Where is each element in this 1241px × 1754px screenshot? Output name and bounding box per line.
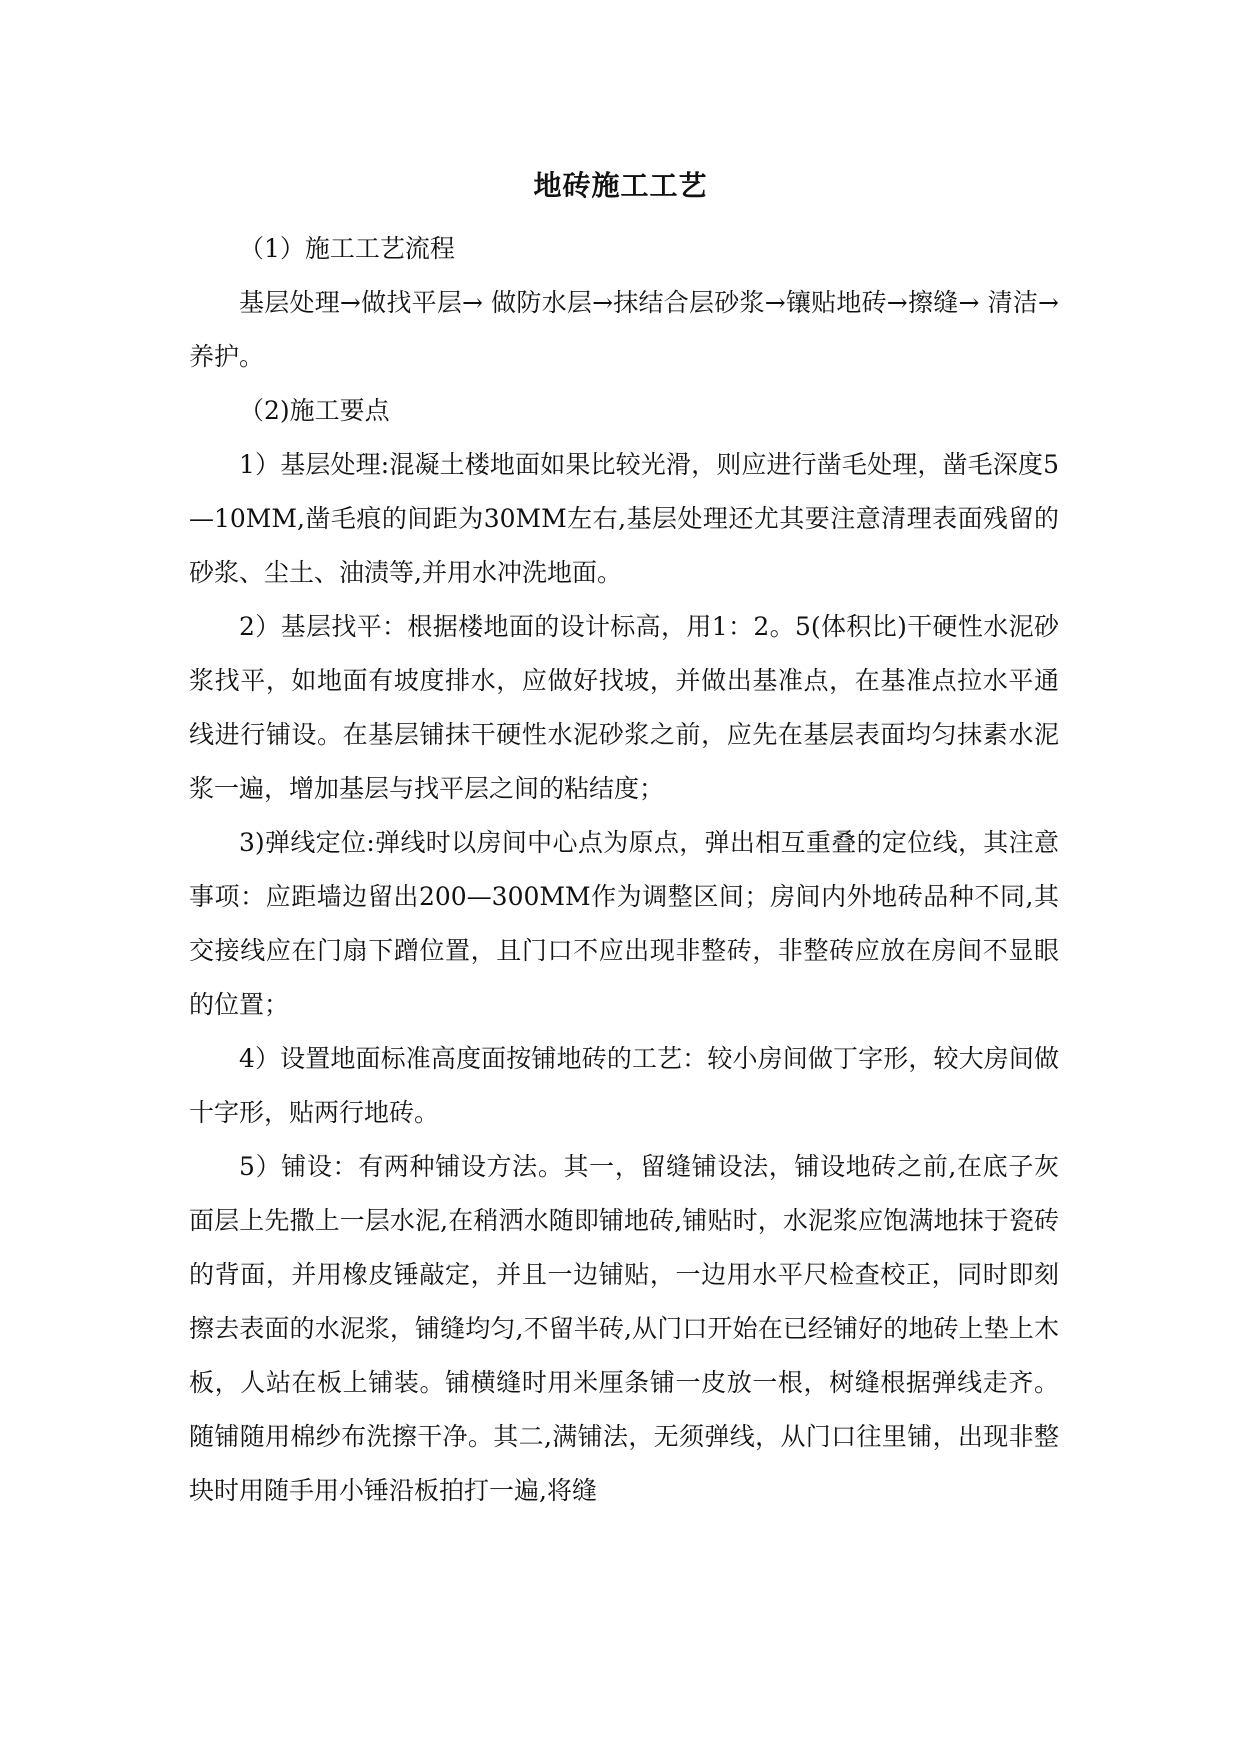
paragraph-step-2: 2）基层找平：根据楼地面的设计标高，用1：2。5(体积比)干硬性水泥砂浆找平，如地面有坡度排水，应做好找坡，并做出基准点，在基准点拉水平通线进行铺设。在基层铺抹干硬性水泥砂浆之前，应先在基层表面均匀抹素水泥浆一遍，增加基层与找平层之间的粘结度；	[189, 612, 1059, 803]
paragraph-step-5: 5）铺设：有两种铺设方法。其一，留缝铺设法，铺设地砖之前,在底子灰面层上先撒上一层水泥,在稍洒水随即铺地砖,铺贴时，水泥浆应饱满地抹于瓷砖的背面，并用橡皮锤敲定，并且一边铺贴，一边用水平尺检查校正，同时即刻擦去表面的水泥浆，铺缝均匀,不留半砖,从门口开始在已经铺好的地砖上垫上木板，人站在板上铺装。铺横缝时用米厘条铺一皮放一根，树缝根据弹线走齐。随铺随用棉纱布洗擦干净。其二,满铺法，无须弹线，从门口往里铺，出现非整块时用随手用小锤沿板拍打一遍,将缝	[189, 1152, 1059, 1505]
document-body	[189, 222, 1059, 1518]
paragraph-step-3: 3)弹线定位:弹线时以房间中心点为原点，弹出相互重叠的定位线，其注意事项：应距墙边留出200—300MM作为调整区间；房间内外地砖品种不同,其交接线应在门扇下蹭位置，且门口不应出现非整砖，非整砖应放在房间不显眼的位置；	[189, 828, 1059, 1019]
paragraph-process-heading: （1）施工工艺流程	[239, 234, 455, 263]
paragraph-step-1: 1）基层处理:混凝土楼地面如果比较光滑，则应进行凿毛处理，凿毛深度5—10MM,凿毛痕的间距为30MM左右,基层处理还尤其要注意清理表面残留的砂浆、尘土、油渍等,并用水冲洗地面。	[189, 450, 1059, 587]
paragraph-process-flow: 基层处理→做找平层→ 做防水层→抹结合层砂浆→镶贴地砖→擦缝→ 清洁→养护。	[189, 288, 1059, 371]
paragraph-step-4: 4）设置地面标准高度面按铺地砖的工艺：较小房间做丁字形，较大房间做十字形，贴两行地砖。	[189, 1044, 1059, 1127]
paragraph-key-points-heading: （2)施工要点	[239, 396, 390, 425]
document-title: 地砖施工工艺	[533, 169, 708, 202]
